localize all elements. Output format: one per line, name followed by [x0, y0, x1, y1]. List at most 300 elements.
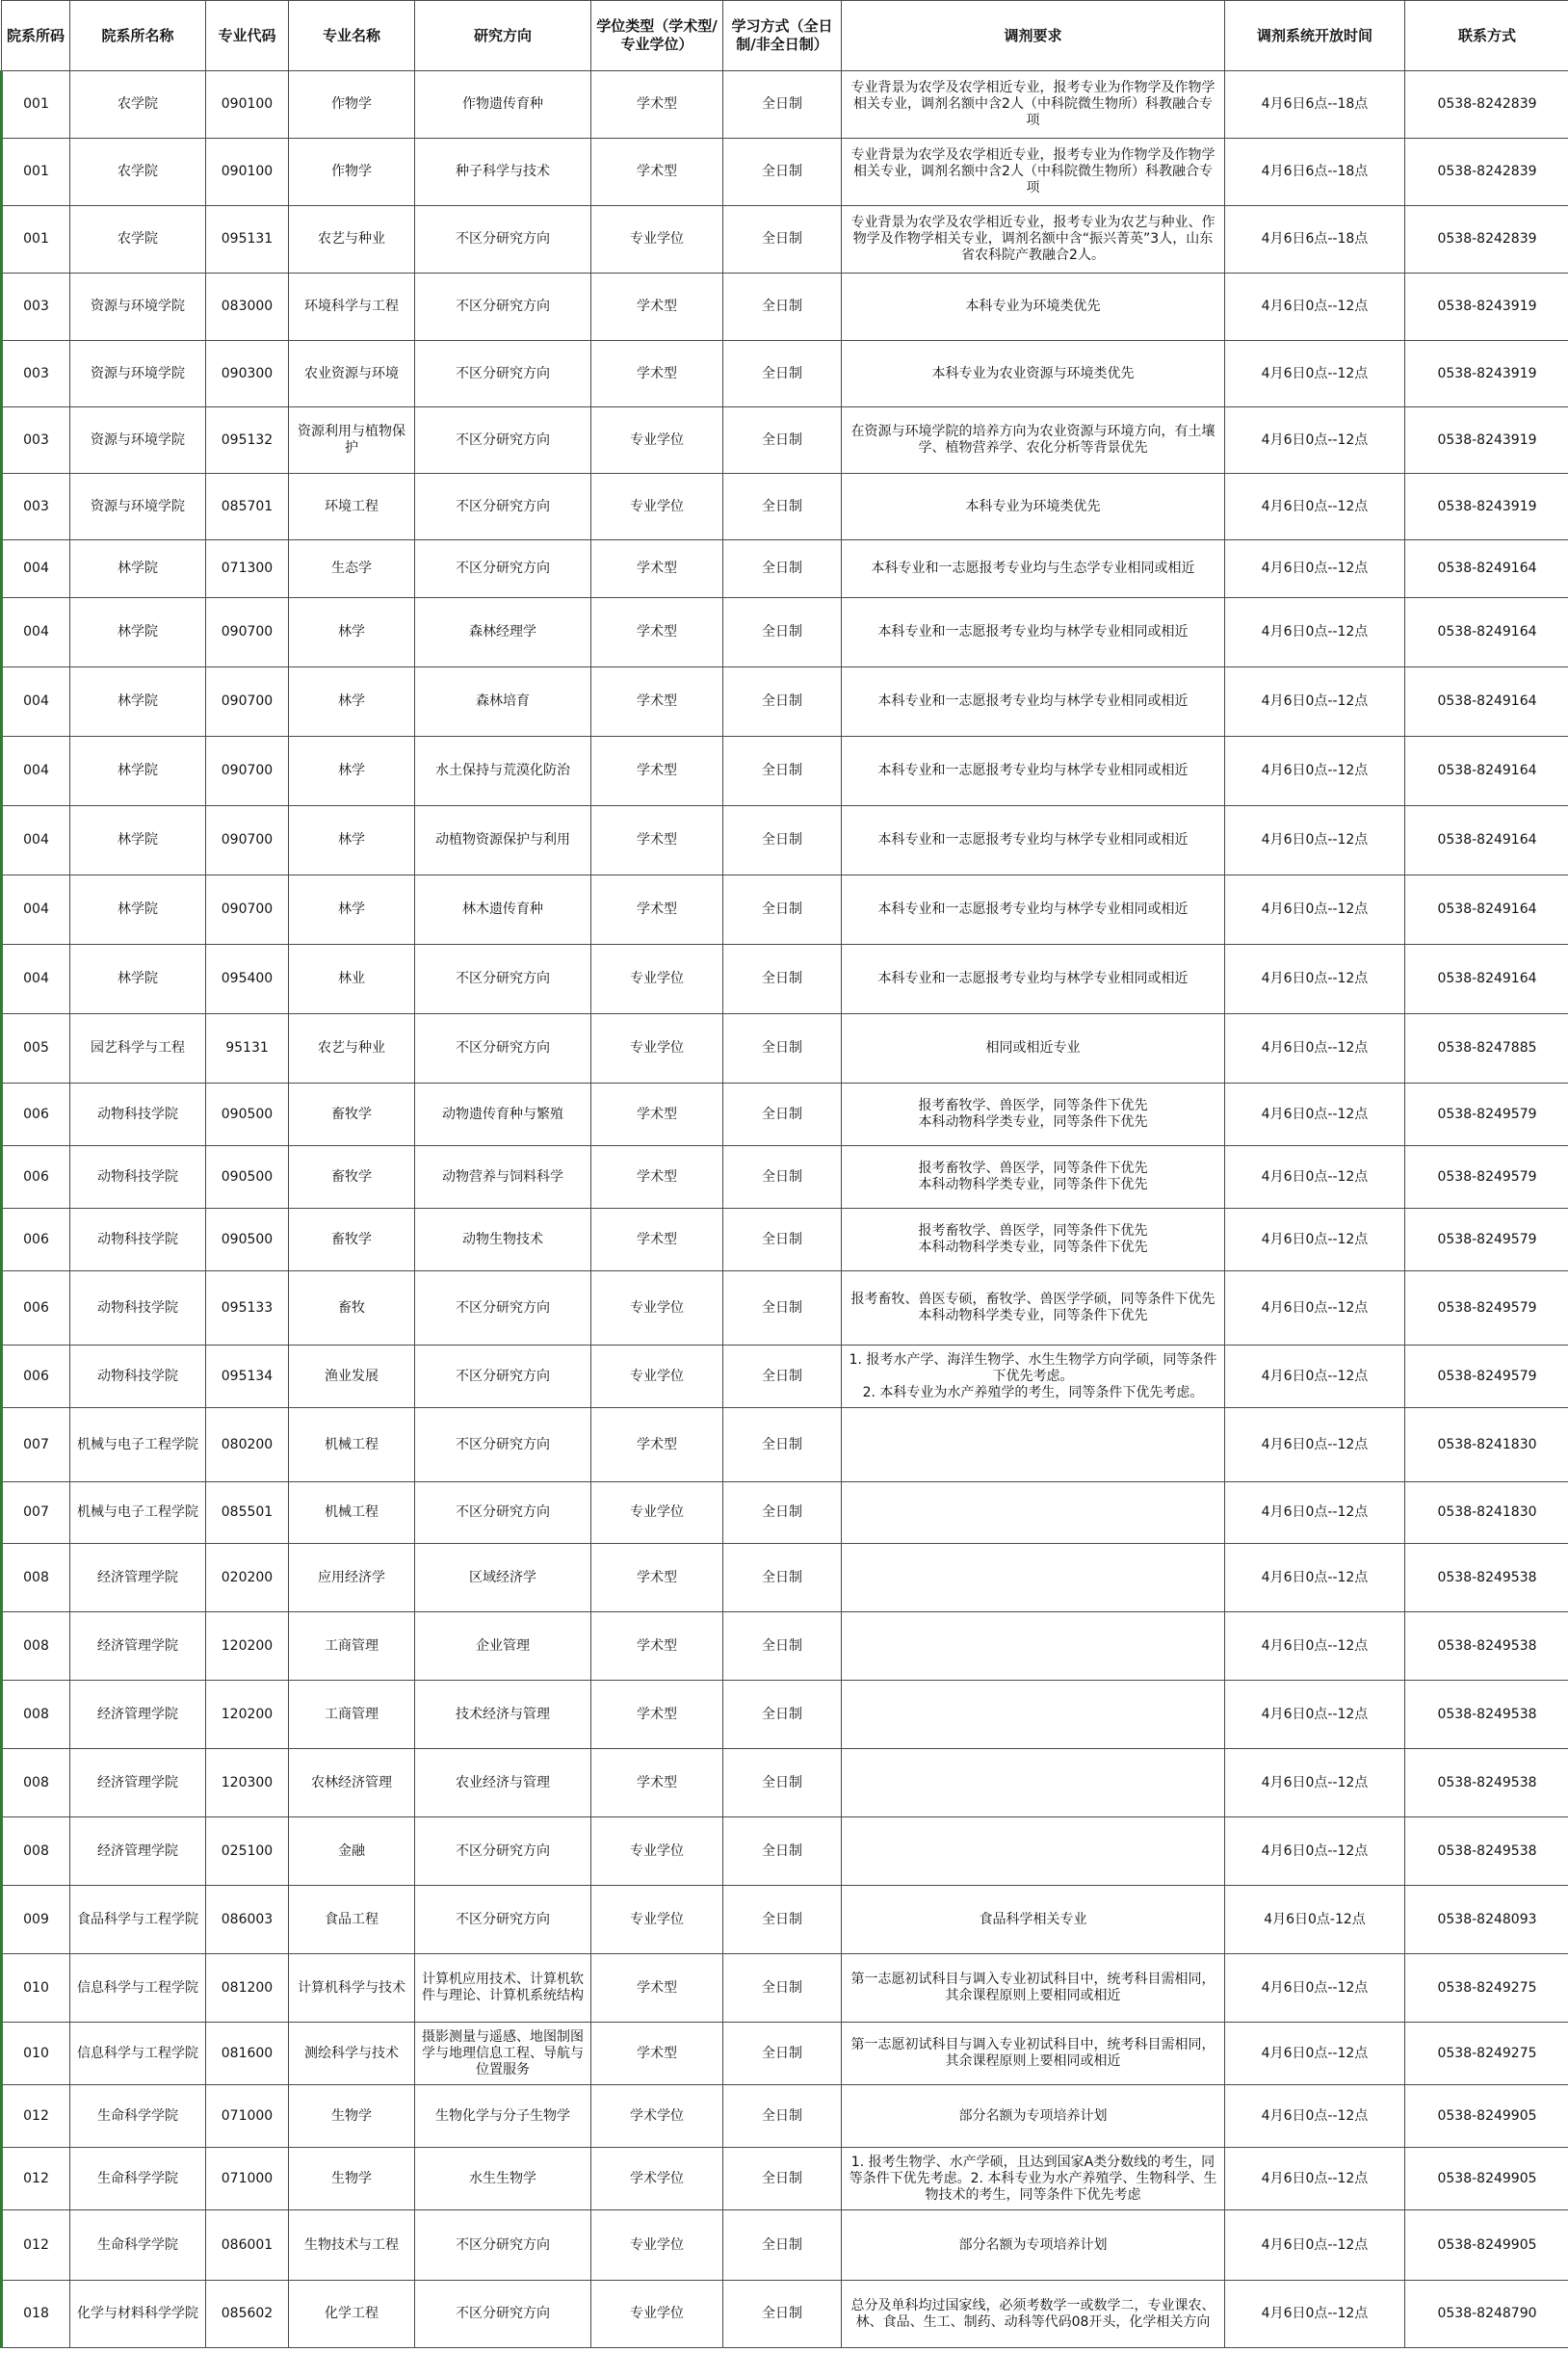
- open-time-cell: 4月6日0点--12点: [1225, 1084, 1405, 1146]
- dept-code-cell: 012: [2, 2085, 70, 2148]
- major-name-cell: 生物学: [289, 2148, 415, 2210]
- table-row: [2, 1749, 1568, 1817]
- contact-cell: 0538-8243919: [1405, 274, 1568, 341]
- requirements-cell: 本科专业为环境类优先: [842, 274, 1225, 341]
- dept-code-cell: 008: [2, 1544, 70, 1612]
- open-time-cell: 4月6日0点--12点: [1225, 1482, 1405, 1544]
- degree-type-cell: 专业学位: [591, 1886, 723, 1954]
- dept-name-cell: 动物科技学院: [70, 1271, 206, 1346]
- major-code-cell: 090500: [206, 1084, 289, 1146]
- table-row: [2, 1014, 1568, 1084]
- table-row: [2, 540, 1568, 598]
- degree-type-cell: 学术型: [591, 1209, 723, 1271]
- contact-cell: 0538-8249538: [1405, 1749, 1568, 1817]
- major-name-cell: 农艺与种业: [289, 1014, 415, 1084]
- contact-cell: 0538-8249538: [1405, 1544, 1568, 1612]
- contact-cell: 0538-8241830: [1405, 1482, 1568, 1544]
- degree-type-cell: 专业学位: [591, 945, 723, 1014]
- requirements-cell: [842, 1612, 1225, 1681]
- study-mode-cell: 全日制: [723, 875, 842, 945]
- research-direction-cell: 技术经济与管理: [415, 1681, 591, 1749]
- major-code-cell: 085501: [206, 1482, 289, 1544]
- dept-name-cell: 林学院: [70, 945, 206, 1014]
- research-direction-cell: 不区分研究方向: [415, 341, 591, 407]
- research-direction-cell: 林木遗传育种: [415, 875, 591, 945]
- contact-cell: 0538-8249164: [1405, 945, 1568, 1014]
- research-direction-cell: 不区分研究方向: [415, 2210, 591, 2281]
- open-time-cell: 4月6日0点--12点: [1225, 806, 1405, 875]
- study-mode-cell: 全日制: [723, 2148, 842, 2210]
- requirements-cell: [842, 1482, 1225, 1544]
- open-time-cell: 4月6日0点--12点: [1225, 2148, 1405, 2210]
- major-name-cell: 食品工程: [289, 1886, 415, 1954]
- research-direction-cell: 不区分研究方向: [415, 206, 591, 274]
- dept-name-cell: 经济管理学院: [70, 1544, 206, 1612]
- open-time-cell: 4月6日0点--12点: [1225, 945, 1405, 1014]
- requirements-cell: 第一志愿初试科目与调入专业初试科目中，统考科目需相同，其余课程原则上要相同或相近: [842, 1954, 1225, 2023]
- degree-type-cell: 学术型: [591, 737, 723, 806]
- requirements-cell: 在资源与环境学院的培养方向为农业资源与环境方向，有土壤学、植物营养学、农化分析等背景优先: [842, 407, 1225, 474]
- degree-type-cell: 专业学位: [591, 1014, 723, 1084]
- dept-code-cell: 003: [2, 341, 70, 407]
- table-row: [2, 139, 1568, 206]
- degree-type-cell: 学术型: [591, 341, 723, 407]
- dept-name-cell: 动物科技学院: [70, 1346, 206, 1408]
- requirements-cell: 报考畜牧学、兽医学，同等条件下优先 本科动物科学类专业，同等条件下优先: [842, 1146, 1225, 1209]
- major-code-cell: 086001: [206, 2210, 289, 2281]
- major-code-cell: 090500: [206, 1209, 289, 1271]
- research-direction-cell: 不区分研究方向: [415, 1271, 591, 1346]
- major-name-cell: 工商管理: [289, 1681, 415, 1749]
- requirements-cell: 1. 报考生物学、水产学硕，且达到国家A类分数线的考生，同等条件下优先考虑。2. 本科专业为水产养殖学、生物科学、生物技术的考生，同等条件下优先考虑: [842, 2148, 1225, 2210]
- major-name-cell: 环境工程: [289, 474, 415, 540]
- research-direction-cell: 动物营养与饲料科学: [415, 1146, 591, 1209]
- major-code-cell: 090700: [206, 598, 289, 667]
- table-row: [2, 274, 1568, 341]
- dept-name-cell: 化学与材料科学学院: [70, 2281, 206, 2348]
- degree-type-cell: 专业学位: [591, 1346, 723, 1408]
- contact-cell: 0538-8249164: [1405, 540, 1568, 598]
- major-name-cell: 计算机科学与技术: [289, 1954, 415, 2023]
- contact-cell: 0538-8249905: [1405, 2210, 1568, 2281]
- degree-type-cell: 专业学位: [591, 1817, 723, 1886]
- open-time-cell: 4月6日0点--12点: [1225, 1408, 1405, 1482]
- degree-type-cell: 学术型: [591, 274, 723, 341]
- contact-cell: 0538-8241830: [1405, 1408, 1568, 1482]
- dept-code-cell: 006: [2, 1209, 70, 1271]
- major-code-cell: 025100: [206, 1817, 289, 1886]
- major-name-cell: 林学: [289, 667, 415, 737]
- major-code-cell: 081200: [206, 1954, 289, 2023]
- degree-type-cell: 专业学位: [591, 407, 723, 474]
- major-name-cell: 林学: [289, 875, 415, 945]
- major-code-cell: 120200: [206, 1612, 289, 1681]
- study-mode-cell: 全日制: [723, 1817, 842, 1886]
- dept-code-cell: 006: [2, 1271, 70, 1346]
- requirements-cell: 报考畜牧学、兽医学，同等条件下优先 本科动物科学类专业，同等条件下优先: [842, 1209, 1225, 1271]
- dept-name-cell: 食品科学与工程学院: [70, 1886, 206, 1954]
- major-code-cell: 95131: [206, 1014, 289, 1084]
- study-mode-cell: 全日制: [723, 667, 842, 737]
- study-mode-cell: 全日制: [723, 1146, 842, 1209]
- dept-name-cell: 资源与环境学院: [70, 474, 206, 540]
- requirements-cell: 本科专业和一志愿报考专业均与林学专业相同或相近: [842, 945, 1225, 1014]
- degree-type-cell: 学术型: [591, 1612, 723, 1681]
- study-mode-cell: 全日制: [723, 1346, 842, 1408]
- requirements-cell: 本科专业和一志愿报考专业均与生态学专业相同或相近: [842, 540, 1225, 598]
- research-direction-cell: 企业管理: [415, 1612, 591, 1681]
- major-name-cell: 畜牧学: [289, 1084, 415, 1146]
- study-mode-cell: 全日制: [723, 1612, 842, 1681]
- contact-cell: 0538-8249164: [1405, 875, 1568, 945]
- major-code-cell: 085701: [206, 474, 289, 540]
- research-direction-cell: 森林经理学: [415, 598, 591, 667]
- degree-type-cell: 学术型: [591, 1954, 723, 2023]
- study-mode-cell: 全日制: [723, 2023, 842, 2085]
- contact-cell: 0538-8249579: [1405, 1084, 1568, 1146]
- dept-name-cell: 动物科技学院: [70, 1146, 206, 1209]
- major-code-cell: 095134: [206, 1346, 289, 1408]
- open-time-cell: 4月6日0点--12点: [1225, 1681, 1405, 1749]
- research-direction-cell: 水土保持与荒漠化防治: [415, 737, 591, 806]
- open-time-cell: 4月6日0点--12点: [1225, 598, 1405, 667]
- research-direction-cell: 不区分研究方向: [415, 945, 591, 1014]
- requirements-cell: [842, 1408, 1225, 1482]
- header-cell: 学习方式（全日制/非全日制）: [723, 1, 842, 71]
- dept-code-cell: 007: [2, 1482, 70, 1544]
- contact-cell: 0538-8249164: [1405, 806, 1568, 875]
- table-row: [2, 1612, 1568, 1681]
- dept-name-cell: 机械与电子工程学院: [70, 1482, 206, 1544]
- requirements-cell: 本科专业和一志愿报考专业均与林学专业相同或相近: [842, 875, 1225, 945]
- open-time-cell: 4月6日0点--12点: [1225, 474, 1405, 540]
- major-name-cell: 农业资源与环境: [289, 341, 415, 407]
- open-time-cell: 4月6日0点--12点: [1225, 1817, 1405, 1886]
- study-mode-cell: 全日制: [723, 1014, 842, 1084]
- open-time-cell: 4月6日0点--12点: [1225, 1749, 1405, 1817]
- contact-cell: 0538-8247885: [1405, 1014, 1568, 1084]
- research-direction-cell: 不区分研究方向: [415, 1817, 591, 1886]
- dept-name-cell: 林学院: [70, 598, 206, 667]
- study-mode-cell: 全日制: [723, 474, 842, 540]
- contact-cell: 0538-8249579: [1405, 1146, 1568, 1209]
- table-row: [2, 1817, 1568, 1886]
- research-direction-cell: 动植物资源保护与利用: [415, 806, 591, 875]
- major-name-cell: 金融: [289, 1817, 415, 1886]
- requirements-cell: 专业背景为农学及农学相近专业，报考专业为农艺与种业、作物学及作物学相关专业，调剂名额中含“振兴菁英”3人，山东省农科院产教融合2人。: [842, 206, 1225, 274]
- contact-cell: 0538-8242839: [1405, 206, 1568, 274]
- requirements-cell: [842, 1817, 1225, 1886]
- major-code-cell: 095133: [206, 1271, 289, 1346]
- table-row: [2, 1886, 1568, 1954]
- degree-type-cell: 专业学位: [591, 1271, 723, 1346]
- major-code-cell: 090500: [206, 1146, 289, 1209]
- table-row: [2, 2210, 1568, 2281]
- research-direction-cell: 区域经济学: [415, 1544, 591, 1612]
- contact-cell: 0538-8243919: [1405, 474, 1568, 540]
- degree-type-cell: 学术型: [591, 1408, 723, 1482]
- dept-name-cell: 信息科学与工程学院: [70, 1954, 206, 2023]
- major-code-cell: 081600: [206, 2023, 289, 2085]
- major-name-cell: 生物学: [289, 2085, 415, 2148]
- requirements-cell: 部分名额为专项培养计划: [842, 2210, 1225, 2281]
- study-mode-cell: 全日制: [723, 598, 842, 667]
- dept-name-cell: 信息科学与工程学院: [70, 2023, 206, 2085]
- dept-code-cell: 003: [2, 474, 70, 540]
- dept-code-cell: 004: [2, 945, 70, 1014]
- header-cell: 专业名称: [289, 1, 415, 71]
- requirements-cell: 部分名额为专项培养计划: [842, 2085, 1225, 2148]
- dept-name-cell: 林学院: [70, 875, 206, 945]
- major-code-cell: 090100: [206, 139, 289, 206]
- major-code-cell: 085602: [206, 2281, 289, 2348]
- open-time-cell: 4月6日0点--12点: [1225, 274, 1405, 341]
- dept-code-cell: 012: [2, 2148, 70, 2210]
- study-mode-cell: 全日制: [723, 407, 842, 474]
- major-code-cell: 090300: [206, 341, 289, 407]
- header-cell: 调剂要求: [842, 1, 1225, 71]
- table-row: [2, 2023, 1568, 2085]
- dept-name-cell: 生命科学学院: [70, 2210, 206, 2281]
- contact-cell: 0538-8249538: [1405, 1817, 1568, 1886]
- contact-cell: 0538-8243919: [1405, 407, 1568, 474]
- dept-code-cell: 001: [2, 71, 70, 139]
- dept-code-cell: 003: [2, 274, 70, 341]
- dept-code-cell: 007: [2, 1408, 70, 1482]
- degree-type-cell: 学术型: [591, 1146, 723, 1209]
- major-name-cell: 林学: [289, 806, 415, 875]
- research-direction-cell: 动物遗传育种与繁殖: [415, 1084, 591, 1146]
- dept-name-cell: 农学院: [70, 139, 206, 206]
- dept-name-cell: 林学院: [70, 806, 206, 875]
- major-code-cell: 090700: [206, 875, 289, 945]
- requirements-cell: 1. 报考水产学、海洋生物学、水生生物学方向学硕，同等条件下优先考虑。 2. 本科专业为水产养殖学的考生，同等条件下优先考虑。: [842, 1346, 1225, 1408]
- table-row: [2, 737, 1568, 806]
- open-time-cell: 4月6日0点--12点: [1225, 1271, 1405, 1346]
- dept-name-cell: 经济管理学院: [70, 1749, 206, 1817]
- degree-type-cell: 学术型: [591, 806, 723, 875]
- dept-name-cell: 机械与电子工程学院: [70, 1408, 206, 1482]
- major-name-cell: 环境科学与工程: [289, 274, 415, 341]
- major-code-cell: 120200: [206, 1681, 289, 1749]
- dept-code-cell: 005: [2, 1014, 70, 1084]
- open-time-cell: 4月6日0点-12点: [1225, 1886, 1405, 1954]
- table-row: [2, 598, 1568, 667]
- study-mode-cell: 全日制: [723, 540, 842, 598]
- major-name-cell: 生物技术与工程: [289, 2210, 415, 2281]
- table-row: [2, 667, 1568, 737]
- contact-cell: 0538-8249275: [1405, 1954, 1568, 2023]
- major-code-cell: 095131: [206, 206, 289, 274]
- dept-name-cell: 生命科学学院: [70, 2148, 206, 2210]
- dept-name-cell: 资源与环境学院: [70, 274, 206, 341]
- open-time-cell: 4月6日0点--12点: [1225, 1612, 1405, 1681]
- requirements-cell: 本科专业和一志愿报考专业均与林学专业相同或相近: [842, 667, 1225, 737]
- study-mode-cell: 全日制: [723, 1954, 842, 2023]
- header-row: [2, 1, 1568, 71]
- study-mode-cell: 全日制: [723, 1544, 842, 1612]
- dept-code-cell: 009: [2, 1886, 70, 1954]
- requirements-cell: 本科专业为环境类优先: [842, 474, 1225, 540]
- requirements-cell: 相同或相近专业: [842, 1014, 1225, 1084]
- major-code-cell: 071000: [206, 2148, 289, 2210]
- dept-name-cell: 农学院: [70, 71, 206, 139]
- degree-type-cell: 学术型: [591, 2023, 723, 2085]
- contact-cell: 0538-8249579: [1405, 1209, 1568, 1271]
- table-row: [2, 1482, 1568, 1544]
- table-row: [2, 1544, 1568, 1612]
- open-time-cell: 4月6日0点--12点: [1225, 667, 1405, 737]
- degree-type-cell: 学术型: [591, 1084, 723, 1146]
- requirements-cell: [842, 1544, 1225, 1612]
- major-code-cell: 095132: [206, 407, 289, 474]
- study-mode-cell: 全日制: [723, 1749, 842, 1817]
- requirements-cell: 本科专业和一志愿报考专业均与林学专业相同或相近: [842, 598, 1225, 667]
- table-row: [2, 1146, 1568, 1209]
- degree-type-cell: 学术型: [591, 598, 723, 667]
- header-cell: 专业代码: [206, 1, 289, 71]
- requirements-cell: 食品科学相关专业: [842, 1886, 1225, 1954]
- dept-code-cell: 018: [2, 2281, 70, 2348]
- research-direction-cell: 动物生物技术: [415, 1209, 591, 1271]
- major-name-cell: 作物学: [289, 139, 415, 206]
- major-name-cell: 林业: [289, 945, 415, 1014]
- major-name-cell: 机械工程: [289, 1408, 415, 1482]
- major-name-cell: 渔业发展: [289, 1346, 415, 1408]
- major-name-cell: 测绘科学与技术: [289, 2023, 415, 2085]
- major-name-cell: 农林经济管理: [289, 1749, 415, 1817]
- dept-name-cell: 经济管理学院: [70, 1681, 206, 1749]
- dept-code-cell: 001: [2, 206, 70, 274]
- research-direction-cell: 作物遗传育种: [415, 71, 591, 139]
- requirements-cell: 本科专业和一志愿报考专业均与林学专业相同或相近: [842, 737, 1225, 806]
- degree-type-cell: 学术型: [591, 540, 723, 598]
- major-code-cell: 071300: [206, 540, 289, 598]
- degree-type-cell: 学术型: [591, 875, 723, 945]
- table-body: [2, 71, 1568, 2348]
- study-mode-cell: 全日制: [723, 1482, 842, 1544]
- requirements-cell: 报考畜牧、兽医专硕，畜牧学、兽医学学硕，同等条件下优先 本科动物科学类专业，同等条件下优先: [842, 1271, 1225, 1346]
- dept-code-cell: 010: [2, 1954, 70, 2023]
- study-mode-cell: 全日制: [723, 1271, 842, 1346]
- study-mode-cell: 全日制: [723, 341, 842, 407]
- table-row: [2, 71, 1568, 139]
- open-time-cell: 4月6日0点--12点: [1225, 875, 1405, 945]
- major-code-cell: 090700: [206, 737, 289, 806]
- research-direction-cell: 不区分研究方向: [415, 1014, 591, 1084]
- degree-type-cell: 学术型: [591, 1544, 723, 1612]
- study-mode-cell: 全日制: [723, 737, 842, 806]
- research-direction-cell: 不区分研究方向: [415, 1346, 591, 1408]
- table-row: [2, 407, 1568, 474]
- major-code-cell: 020200: [206, 1544, 289, 1612]
- study-mode-cell: 全日制: [723, 1886, 842, 1954]
- requirements-cell: [842, 1749, 1225, 1817]
- open-time-cell: 4月6日0点--12点: [1225, 1014, 1405, 1084]
- dept-name-cell: 经济管理学院: [70, 1817, 206, 1886]
- study-mode-cell: 全日制: [723, 1408, 842, 1482]
- major-name-cell: 林学: [289, 598, 415, 667]
- dept-code-cell: 004: [2, 806, 70, 875]
- dept-code-cell: 006: [2, 1346, 70, 1408]
- degree-type-cell: 专业学位: [591, 1482, 723, 1544]
- study-mode-cell: 全日制: [723, 274, 842, 341]
- degree-type-cell: 学术型: [591, 667, 723, 737]
- research-direction-cell: 水生生物学: [415, 2148, 591, 2210]
- table-row: [2, 2281, 1568, 2348]
- dept-name-cell: 资源与环境学院: [70, 341, 206, 407]
- open-time-cell: 4月6日0点--12点: [1225, 1209, 1405, 1271]
- header-cell: 学位类型（学术型/专业学位）: [591, 1, 723, 71]
- open-time-cell: 4月6日6点--18点: [1225, 71, 1405, 139]
- major-name-cell: 资源利用与植物保护: [289, 407, 415, 474]
- contact-cell: 0538-8249164: [1405, 737, 1568, 806]
- table-row: [2, 945, 1568, 1014]
- degree-type-cell: 专业学位: [591, 206, 723, 274]
- dept-name-cell: 动物科技学院: [70, 1209, 206, 1271]
- major-name-cell: 畜牧学: [289, 1146, 415, 1209]
- major-name-cell: 林学: [289, 737, 415, 806]
- open-time-cell: 4月6日0点--12点: [1225, 1346, 1405, 1408]
- degree-type-cell: 学术型: [591, 71, 723, 139]
- research-direction-cell: 不区分研究方向: [415, 274, 591, 341]
- contact-cell: 0538-8243919: [1405, 341, 1568, 407]
- header-cell: 院系所码: [2, 1, 70, 71]
- degree-type-cell: 学术型: [591, 139, 723, 206]
- contact-cell: 0538-8249275: [1405, 2023, 1568, 2085]
- open-time-cell: 4月6日0点--12点: [1225, 2210, 1405, 2281]
- major-name-cell: 畜牧: [289, 1271, 415, 1346]
- open-time-cell: 4月6日0点--12点: [1225, 1954, 1405, 2023]
- major-code-cell: 086003: [206, 1886, 289, 1954]
- open-time-cell: 4月6日0点--12点: [1225, 1544, 1405, 1612]
- dept-code-cell: 012: [2, 2210, 70, 2281]
- requirements-cell: 专业背景为农学及农学相近专业，报考专业为作物学及作物学相关专业，调剂名额中含2人（中科院微生物所）科教融合专项: [842, 139, 1225, 206]
- contact-cell: 0538-8249905: [1405, 2085, 1568, 2148]
- study-mode-cell: 全日制: [723, 71, 842, 139]
- contact-cell: 0538-8248093: [1405, 1886, 1568, 1954]
- dept-name-cell: 林学院: [70, 540, 206, 598]
- dept-code-cell: 008: [2, 1817, 70, 1886]
- research-direction-cell: 不区分研究方向: [415, 407, 591, 474]
- contact-cell: 0538-8249905: [1405, 2148, 1568, 2210]
- major-name-cell: 生态学: [289, 540, 415, 598]
- table-row: [2, 875, 1568, 945]
- study-mode-cell: 全日制: [723, 806, 842, 875]
- study-mode-cell: 全日制: [723, 2210, 842, 2281]
- degree-type-cell: 学术学位: [591, 2148, 723, 2210]
- table-row: [2, 1271, 1568, 1346]
- dept-name-cell: 园艺科学与工程: [70, 1014, 206, 1084]
- open-time-cell: 4月6日0点--12点: [1225, 1146, 1405, 1209]
- contact-cell: 0538-8249164: [1405, 598, 1568, 667]
- requirements-cell: 第一志愿初试科目与调入专业初试科目中，统考科目需相同，其余课程原则上要相同或相近: [842, 2023, 1225, 2085]
- requirements-cell: 本科专业和一志愿报考专业均与林学专业相同或相近: [842, 806, 1225, 875]
- research-direction-cell: 不区分研究方向: [415, 1408, 591, 1482]
- major-code-cell: 120300: [206, 1749, 289, 1817]
- open-time-cell: 4月6日0点--12点: [1225, 2085, 1405, 2148]
- research-direction-cell: 生物化学与分子生物学: [415, 2085, 591, 2148]
- dept-name-cell: 生命科学学院: [70, 2085, 206, 2148]
- study-mode-cell: 全日制: [723, 139, 842, 206]
- open-time-cell: 4月6日6点--18点: [1225, 139, 1405, 206]
- contact-cell: 0538-8249164: [1405, 667, 1568, 737]
- table-row: [2, 474, 1568, 540]
- degree-type-cell: 专业学位: [591, 2281, 723, 2348]
- study-mode-cell: 全日制: [723, 2281, 842, 2348]
- research-direction-cell: 不区分研究方向: [415, 540, 591, 598]
- table-row: [2, 341, 1568, 407]
